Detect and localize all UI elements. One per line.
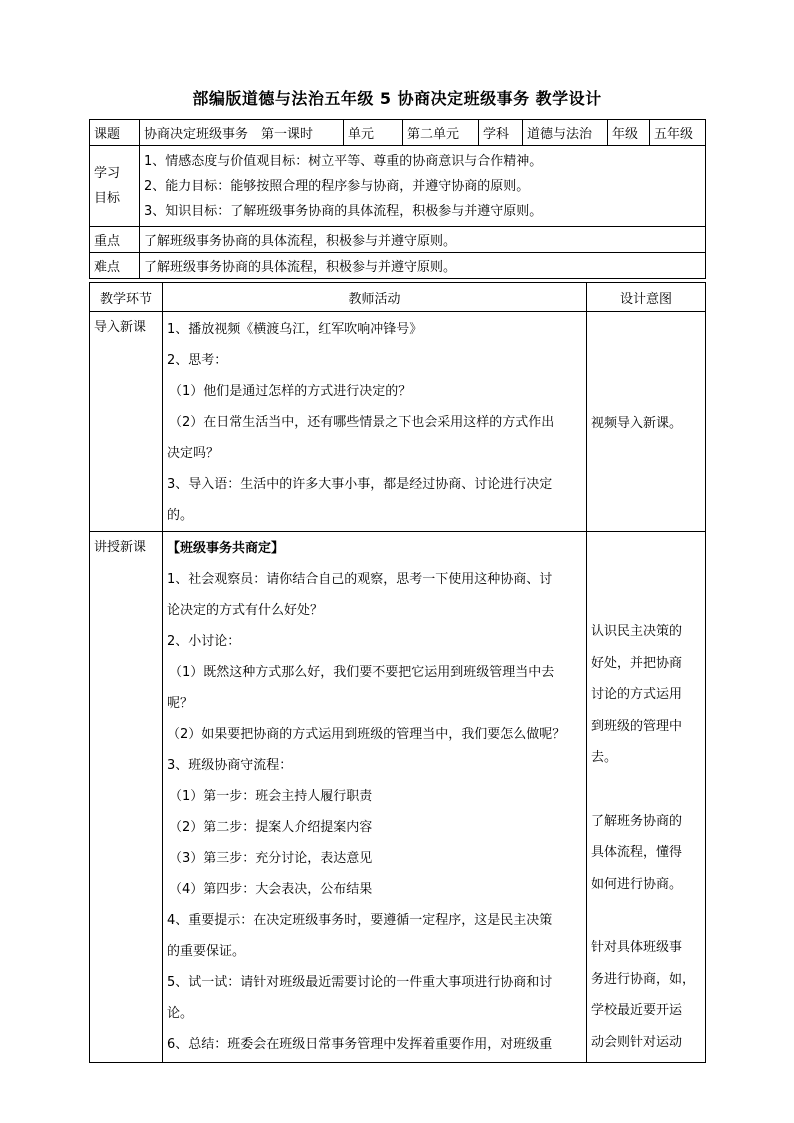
stage-teach: 讲授新课	[90, 532, 163, 1063]
grade-value: 五年级	[650, 120, 706, 146]
activity-line: 5、试一试：请针对班级最近需要讨论的一件重大事项进行协商和讨	[167, 975, 553, 990]
activity-line: （1）第一步：班会主持人履行职责	[169, 789, 373, 804]
goals-label	[90, 146, 140, 227]
activity-line: 论。	[167, 1006, 194, 1021]
section-title: 【班级事务共商定】	[167, 541, 285, 556]
activity-line: 3、班级协商守流程：	[167, 758, 293, 773]
activity-line: （2）在日常生活当中，还有哪些情景之下也会采用这样的方式作出	[169, 415, 555, 430]
activity-line: （4）第四步：大会表决，公布结果	[169, 882, 373, 897]
activity-line: （1）他们是通过怎样的方式进行决定的？	[169, 384, 412, 399]
purpose-line: 认识民主决策的	[591, 624, 683, 639]
goals-value	[140, 146, 706, 227]
purpose-line: 具体流程，懂得	[591, 845, 683, 860]
activity-line: 呢？	[167, 696, 194, 711]
info-row-topic	[90, 120, 706, 146]
subject-label: 学科	[479, 120, 523, 146]
purpose-intro	[587, 312, 706, 532]
goal-line: 1、情感态度与价值观目标：树立平等、尊重的协商意识与合作精神。	[144, 153, 543, 169]
info-table	[89, 119, 706, 279]
purpose-line: 动会则针对运动	[591, 1034, 683, 1050]
purpose-line: 讨论的方式运用	[591, 687, 683, 702]
difficulty-value: 了解班级事务协商的具体流程，积极参与并遵守原则。	[140, 253, 706, 279]
activity-line: 1、播放视频《横渡乌江，红军吹响冲锋号》	[167, 322, 423, 337]
header-purpose: 设计意图	[587, 283, 706, 312]
purpose-line: 好处，并把协商	[591, 655, 683, 671]
info-row-goals	[90, 146, 706, 227]
info-row-key	[90, 227, 706, 253]
stage-intro: 导入新课	[90, 312, 163, 532]
activity-line: 1、社会观察员：请你结合自己的观察，思考一下使用这种协商、讨	[167, 572, 553, 587]
activity-line: 3、导入语：生活中的许多大事小事，都是经过协商、讨论进行决定	[167, 477, 553, 492]
goal-line: 3、知识目标：了解班级事务协商的具体流程，积极参与并遵守原则。	[144, 203, 543, 219]
spacer	[591, 900, 701, 932]
topic-label: 课题	[90, 120, 140, 146]
key-value: 了解班级事务协商的具体流程，积极参与并遵守原则。	[140, 227, 706, 253]
goals-label-line: 目标	[94, 191, 121, 206]
purpose-line: 针对具体班级事	[591, 940, 683, 955]
purpose-line: 如何进行协商。	[591, 876, 683, 892]
subject-value: 道德与法治	[523, 120, 608, 146]
info-row-difficulty	[90, 253, 706, 279]
activity-line: （2）如果要把协商的方式运用到班级的管理当中，我们要怎么做呢？	[167, 727, 566, 742]
activity-line: 2、小讨论：	[167, 634, 241, 649]
purpose-line: 视频导入新课。	[591, 416, 683, 431]
activity-line: 的。	[167, 508, 194, 523]
purpose-line: 去。	[591, 750, 618, 765]
main-table	[89, 282, 706, 1063]
unit-label: 单元	[344, 120, 403, 146]
topic-value: 协商决定班级事务 第一课时	[140, 120, 344, 146]
purpose-teach	[587, 532, 706, 1063]
document-title: 部编版道德与法治五年级 5 协商决定班级事务 教学设计	[192, 89, 602, 108]
activity-line: 4、重要提示：在决定班级事务时，要遵循一定程序，这是民主决策	[167, 913, 553, 928]
header-stage: 教学环节	[90, 283, 163, 312]
activity-line: 决定吗？	[167, 446, 220, 461]
header-activity: 教师活动	[163, 283, 587, 312]
activity-intro	[163, 312, 587, 532]
row-teach	[90, 532, 706, 1063]
activity-line: 的重要保证。	[167, 944, 246, 959]
row-intro	[90, 312, 706, 532]
purpose-line: 了解班务协商的	[591, 813, 683, 829]
activity-line: 2、思考：	[167, 353, 228, 368]
activity-line: 6、总结：班委会在班级日常事务管理中发挥着重要作用，对班级重	[167, 1037, 553, 1052]
activity-line: （3）第三步：充分讨论，表达意见	[169, 851, 373, 866]
purpose-line: 学校最近要开运	[591, 1003, 683, 1018]
activity-line: （1）既然这种方式那么好，我们要不要把它运用到班级管理当中去	[169, 665, 555, 680]
spacer	[591, 774, 701, 806]
purpose-line: 到班级的管理中	[591, 718, 683, 734]
difficulty-label: 难点	[90, 253, 140, 279]
main-header-row	[90, 283, 706, 312]
goals-label-line: 学习	[94, 166, 121, 181]
key-label: 重点	[90, 227, 140, 253]
grade-label: 年级	[608, 120, 650, 146]
purpose-line: 务进行协商，如，	[591, 971, 696, 987]
goal-line: 2、能力目标：能够按照合理的程序参与协商，并遵守协商的原则。	[144, 178, 530, 194]
activity-line: （2）第二步：提案人介绍提案内容	[169, 820, 373, 835]
unit-value: 第二单元	[403, 120, 479, 146]
activity-teach	[163, 532, 587, 1063]
activity-line: 论决定的方式有什么好处？	[167, 603, 324, 618]
